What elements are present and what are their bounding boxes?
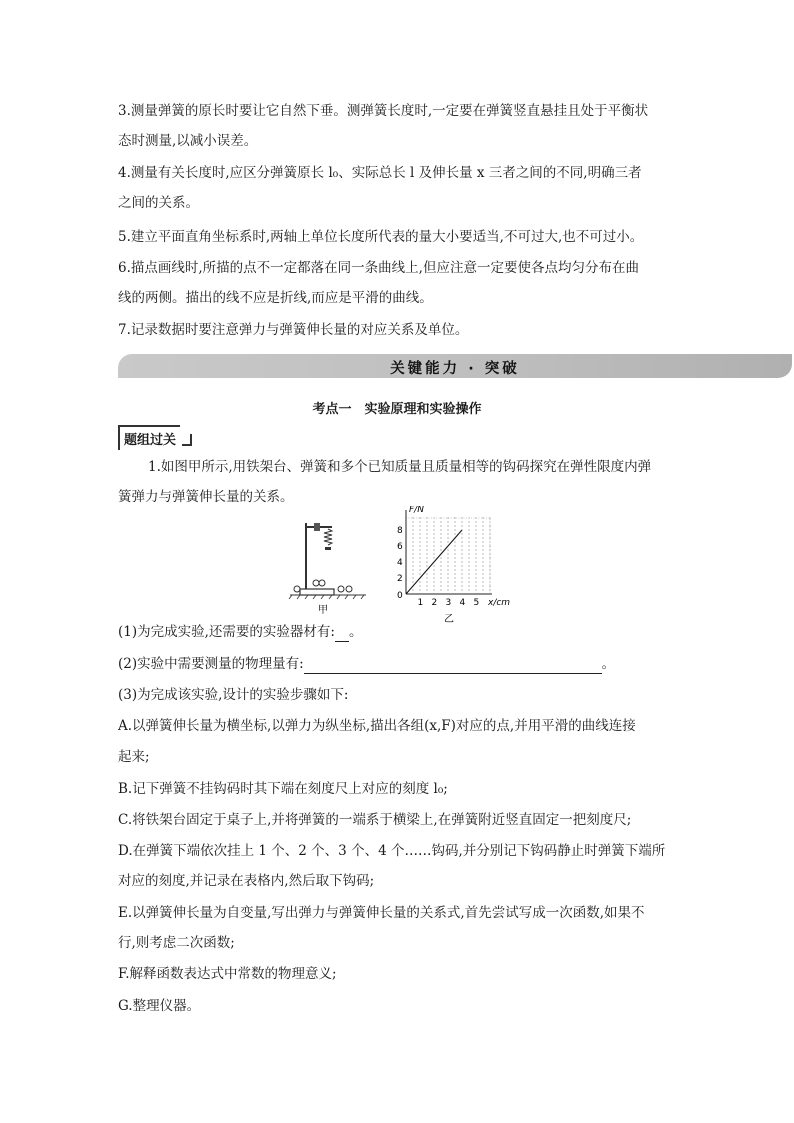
grid-dot <box>461 561 462 562</box>
grid-dot <box>482 577 483 578</box>
grid-dot <box>475 553 476 554</box>
grid-dot <box>468 565 469 566</box>
grid-dot <box>440 569 441 570</box>
grid-dot <box>419 537 420 538</box>
grid-dot <box>426 525 427 526</box>
grid-dot <box>461 573 462 574</box>
grid-dot <box>447 537 448 538</box>
step-f: F.解释函数表达式中常数的物理意义; <box>118 966 337 982</box>
banner-title: 关键能力 · 突破 <box>390 361 520 377</box>
grid-dot <box>440 577 441 578</box>
grid-dot <box>475 581 476 582</box>
grid-dot <box>482 529 483 530</box>
grid-dot <box>482 549 483 550</box>
note-3-line-1: 3.测量弹簧的原长时要让它自然下垂。测弹簧长度时,一定要在弹簧竖直悬挂且处于平衡状 <box>118 103 649 119</box>
grid-dot <box>454 521 455 522</box>
step-d-line-2: 对应的刻度,并记录在表格内,然后取下钩码; <box>118 873 375 889</box>
grid-dot <box>412 565 413 566</box>
grid-dot <box>482 589 483 590</box>
grid-dot <box>433 577 434 578</box>
clamp <box>314 523 320 531</box>
grid-dot <box>426 553 427 554</box>
grid-dot <box>475 537 476 538</box>
grid-dot <box>447 533 448 534</box>
grid-dot <box>489 557 490 558</box>
grid-dot <box>419 545 420 546</box>
grid-dot <box>489 585 490 586</box>
part-1-text: (1)为完成实验,还需要的实验器材有: <box>118 624 335 640</box>
y-tick-label: 8 <box>397 526 403 536</box>
grid-dot <box>447 553 448 554</box>
grid-dot <box>412 561 413 562</box>
grid-dot <box>440 589 441 590</box>
question-1-stem-line-2: 簧弹力与弹簧伸长量的关系。 <box>118 489 294 505</box>
figure-a-iron-stand <box>286 515 376 620</box>
grid-dot <box>412 529 413 530</box>
grid-dot <box>468 533 469 534</box>
grid-dot <box>468 537 469 538</box>
note-4-line-1: 4.测量有关长度时,应区分弹簧原长 l₀、实际总长 l 及伸长量 x 三者之间的不同,明确三者 <box>118 165 642 181</box>
grid-dot <box>426 577 427 578</box>
grid-dot <box>419 573 420 574</box>
grid-dot <box>426 533 427 534</box>
grid-dot <box>419 521 420 522</box>
grid-dot <box>419 561 420 562</box>
grid-dot <box>461 545 462 546</box>
grid-dot <box>475 529 476 530</box>
grid-dot <box>412 525 413 526</box>
grid-dot <box>482 517 483 518</box>
grid-dot <box>454 573 455 574</box>
step-e-line-1: E.以弹簧伸长量为自变量,写出弹力与弹簧伸长量的关系式,首先尝试写成一次函数,如果不 <box>118 905 645 921</box>
grid-dot <box>440 585 441 586</box>
grid-dot <box>475 561 476 562</box>
grid-dot <box>482 553 483 554</box>
grid-dot <box>468 569 469 570</box>
grid-dot <box>412 569 413 570</box>
grid-dot <box>489 517 490 518</box>
grid-dot <box>412 541 413 542</box>
grid-dot <box>454 561 455 562</box>
grid-dot <box>482 521 483 522</box>
grid-dot <box>433 541 434 542</box>
grid-dot <box>433 565 434 566</box>
grid-dot <box>461 553 462 554</box>
grid-dot <box>454 553 455 554</box>
step-a-line-1: A.以弹簧伸长量为横坐标,以弹力为纵坐标,描出各组(x,F)对应的点,并用平滑的曲线连接 <box>118 718 636 734</box>
grid-dot <box>475 577 476 578</box>
grid-dot <box>433 581 434 582</box>
grid-dot <box>426 561 427 562</box>
grid-dot <box>482 581 483 582</box>
x-tick-labels <box>418 598 480 608</box>
grid-dot <box>447 585 448 586</box>
grid-dot <box>482 533 483 534</box>
grid-dot <box>440 549 441 550</box>
part-2-text: (2)实验中需要测量的物理量有: <box>118 656 304 672</box>
weight-on-table-5 <box>294 586 300 592</box>
grid-dot <box>433 553 434 554</box>
weight-on-table-3 <box>338 586 344 592</box>
grid-dot <box>482 541 483 542</box>
grid-dot <box>447 577 448 578</box>
grid-dot <box>482 545 483 546</box>
y-tick-label: 2 <box>397 574 403 584</box>
tag-corner-decoration <box>182 434 192 446</box>
grid-dot <box>454 569 455 570</box>
step-c: C.将铁架台固定于桌子上,并将弹簧的一端系于横梁上,在弹簧附近竖直固定一把刻度尺; <box>118 812 632 828</box>
grid-dot <box>489 525 490 526</box>
grid-dot <box>475 565 476 566</box>
step-b: B.记下弹簧不挂钩码时其下端在刻度尺上对应的刻度 l₀; <box>118 781 448 797</box>
grid-dot <box>482 585 483 586</box>
grid-dot <box>468 581 469 582</box>
grid-dot <box>412 545 413 546</box>
grid-dot <box>433 529 434 530</box>
grid-dot <box>475 525 476 526</box>
grid-dot <box>426 545 427 546</box>
grid-dot <box>468 549 469 550</box>
figure-b-label: 乙 <box>444 614 454 624</box>
grid-dot <box>433 521 434 522</box>
note-7: 7.记录数据时要注意弹力与弹簧伸长量的对应关系及单位。 <box>118 322 469 338</box>
grid-dot <box>482 557 483 558</box>
part-1-answer-blank[interactable] <box>335 627 349 642</box>
grid-dot <box>454 565 455 566</box>
figure-a-label: 甲 <box>318 605 328 616</box>
y-tick-label: 6 <box>397 542 403 552</box>
question-1-stem-line-1: 1.如图甲所示,用铁架台、弹簧和多个已知质量且质量相等的钩码探究在弹性限度内弹 <box>148 459 652 475</box>
y-tick-labels <box>397 526 403 584</box>
grid-dot <box>475 533 476 534</box>
grid-dot <box>440 525 441 526</box>
grid-dot <box>454 581 455 582</box>
x-tick-label: 5 <box>473 598 480 608</box>
grid-dot <box>433 569 434 570</box>
group-tag: 题组过关 <box>118 425 180 450</box>
step-e-line-2: 行,则考虑二次函数; <box>118 935 235 951</box>
grid-dot <box>461 577 462 578</box>
y-tick-label: 4 <box>397 558 403 568</box>
grid-dot <box>447 529 448 530</box>
grid-dot <box>482 537 483 538</box>
grid-dot <box>419 585 420 586</box>
grid-dot <box>447 569 448 570</box>
grid-dot <box>419 581 420 582</box>
grid-dot <box>468 521 469 522</box>
grid-dot <box>419 569 420 570</box>
question-1-part-3: (3)为完成该实验,设计的实验步骤如下: <box>118 687 349 703</box>
grid-dot <box>426 521 427 522</box>
grid-dot <box>419 589 420 590</box>
grid-dot <box>426 549 427 550</box>
note-5: 5.建立平面直角坐标系时,两轴上单位长度所代表的量大小要适当,不可过大,也不可过小。 <box>118 229 644 245</box>
grid-dot <box>412 517 413 518</box>
grid-dot <box>412 557 413 558</box>
hook-weight <box>325 547 331 550</box>
part-1-end: 。 <box>348 624 363 640</box>
grid-dot <box>440 565 441 566</box>
grid-dot <box>454 533 455 534</box>
grid-dot <box>475 545 476 546</box>
grid-dot <box>433 525 434 526</box>
grid-dot <box>482 525 483 526</box>
grid-dot <box>482 561 483 562</box>
origin-label: 0 <box>397 591 403 601</box>
grid-dot <box>454 525 455 526</box>
grid-dot <box>412 577 413 578</box>
grid-dot <box>419 553 420 554</box>
grid-dot <box>433 545 434 546</box>
section-banner <box>118 354 792 378</box>
grid-dot <box>447 521 448 522</box>
section-title: 考点一 实验原理和实验操作 <box>312 402 482 417</box>
grid-dot <box>419 557 420 558</box>
grid-dot <box>440 545 441 546</box>
grid-dot <box>461 565 462 566</box>
grid-dot <box>461 581 462 582</box>
grid-dot <box>426 585 427 586</box>
grid-dot <box>461 569 462 570</box>
grid-dot <box>454 517 455 518</box>
grid-dot <box>461 549 462 550</box>
grid-dot <box>482 573 483 574</box>
grid-dot <box>475 573 476 574</box>
grid-dot <box>468 589 469 590</box>
grid-dot <box>447 581 448 582</box>
grid-dot <box>426 537 427 538</box>
grid-dot <box>475 549 476 550</box>
question-1-part-2 <box>118 654 678 674</box>
grid-dot <box>489 577 490 578</box>
grid-dot <box>426 573 427 574</box>
series-line <box>406 530 462 594</box>
grid-dot <box>412 573 413 574</box>
note-6-line-2: 线的两侧。描出的线不应是折线,而应是平滑的曲线。 <box>118 290 433 306</box>
grid-dot <box>461 521 462 522</box>
grid-dot <box>426 529 427 530</box>
grid-dot <box>433 585 434 586</box>
grid-dot <box>426 581 427 582</box>
grid-dot <box>461 541 462 542</box>
grid-dot <box>475 521 476 522</box>
grid-dot <box>412 521 413 522</box>
grid-dot <box>454 545 455 546</box>
grid-dot <box>426 541 427 542</box>
weight-on-table-2 <box>319 580 325 586</box>
grid-dot <box>489 545 490 546</box>
grid-dot <box>468 585 469 586</box>
x-tick-label: 1 <box>417 598 424 608</box>
grid-dot <box>419 517 420 518</box>
grid-dot <box>440 573 441 574</box>
grid-dot <box>482 565 483 566</box>
grid-dot <box>419 525 420 526</box>
grid-dot <box>419 565 420 566</box>
grid-dot <box>419 549 420 550</box>
grid-dot <box>433 537 434 538</box>
grid-dot <box>475 589 476 590</box>
grid-dot <box>447 517 448 518</box>
grid-dot <box>468 561 469 562</box>
grid-dot <box>461 525 462 526</box>
step-a-line-2: 起来; <box>118 749 150 765</box>
grid-dot <box>447 573 448 574</box>
grid-dot <box>412 589 413 590</box>
grid-dot <box>412 581 413 582</box>
grid-dot <box>426 565 427 566</box>
note-4-line-2: 之间的关系。 <box>118 195 199 211</box>
grid-dot <box>461 557 462 558</box>
y-axis-label: F/N <box>409 506 424 515</box>
grid-dot <box>454 557 455 558</box>
part-2-end: 。 <box>601 656 616 672</box>
grid-dot <box>433 533 434 534</box>
step-d-line-1: D.在弹簧下端依次挂上 1 个、2 个、3 个、4 个……钩码,并分别记下钩码静止时弹簧下端所 <box>118 843 666 859</box>
grid-dot <box>447 525 448 526</box>
grid-dot <box>440 537 441 538</box>
grid-dot <box>447 561 448 562</box>
grid-dot <box>454 589 455 590</box>
grid-dot <box>447 549 448 550</box>
grid-dot <box>419 529 420 530</box>
data-series <box>406 530 462 594</box>
grid-dot <box>468 529 469 530</box>
grid-dot <box>447 541 448 542</box>
grid-dot <box>461 589 462 590</box>
grid-dot <box>440 529 441 530</box>
weight-on-table-1 <box>313 580 319 586</box>
grid-dot <box>454 585 455 586</box>
note-6-line-1: 6.描点画线时,所描的点不一定都落在同一条曲线上,但应注意一定要使各点均匀分布在曲 <box>118 260 639 276</box>
grid-dot <box>426 589 427 590</box>
grid-dot <box>440 541 441 542</box>
grid-dot <box>482 569 483 570</box>
grid-dot <box>440 521 441 522</box>
grid-dot <box>440 557 441 558</box>
x-tick-label: 3 <box>445 598 452 608</box>
grid-dot <box>412 549 413 550</box>
grid-dot <box>433 549 434 550</box>
grid-dot <box>454 541 455 542</box>
grid-dot <box>412 537 413 538</box>
grid-dot <box>433 589 434 590</box>
x-axis-label: x/cm <box>488 598 511 608</box>
grid-dot <box>447 557 448 558</box>
grid-dot <box>440 581 441 582</box>
grid-dot <box>440 533 441 534</box>
grid-dot <box>475 569 476 570</box>
note-3-line-2: 态时测量,以减小误差。 <box>118 133 258 149</box>
grid-dot <box>468 553 469 554</box>
grid-dot <box>468 577 469 578</box>
grid-dot <box>454 529 455 530</box>
grid-dot <box>468 541 469 542</box>
step-g: G.整理仪器。 <box>118 998 201 1014</box>
spring <box>324 529 332 545</box>
grid-dot <box>447 589 448 590</box>
stand-base <box>300 589 334 595</box>
grid-dot <box>454 577 455 578</box>
grid-dot <box>440 561 441 562</box>
grid-dot <box>461 533 462 534</box>
grid-dot <box>433 557 434 558</box>
grid-dot <box>461 585 462 586</box>
figure-b-force-extension-graph <box>392 506 522 624</box>
weight-on-table-4 <box>346 586 352 592</box>
part-2-answer-blank[interactable] <box>304 659 602 674</box>
grid-dot <box>412 553 413 554</box>
grid-dot <box>475 541 476 542</box>
grid-border <box>406 518 490 594</box>
grid-dot <box>426 557 427 558</box>
grid-dot <box>475 557 476 558</box>
grid-dots <box>405 517 490 594</box>
grid-dot <box>468 525 469 526</box>
grid-dot <box>433 573 434 574</box>
grid-dot <box>468 573 469 574</box>
grid-dot <box>461 537 462 538</box>
grid-dot <box>468 545 469 546</box>
grid-dot <box>489 537 490 538</box>
x-tick-label: 2 <box>431 598 438 608</box>
grid-dot <box>419 533 420 534</box>
grid-dot <box>447 565 448 566</box>
grid-dot <box>419 541 420 542</box>
grid-dot <box>468 557 469 558</box>
x-tick-label: 4 <box>459 598 466 608</box>
grid-dot <box>454 549 455 550</box>
question-1-part-1 <box>118 622 678 642</box>
grid-dot <box>475 585 476 586</box>
grid-dot <box>489 565 490 566</box>
grid-dot <box>412 533 413 534</box>
